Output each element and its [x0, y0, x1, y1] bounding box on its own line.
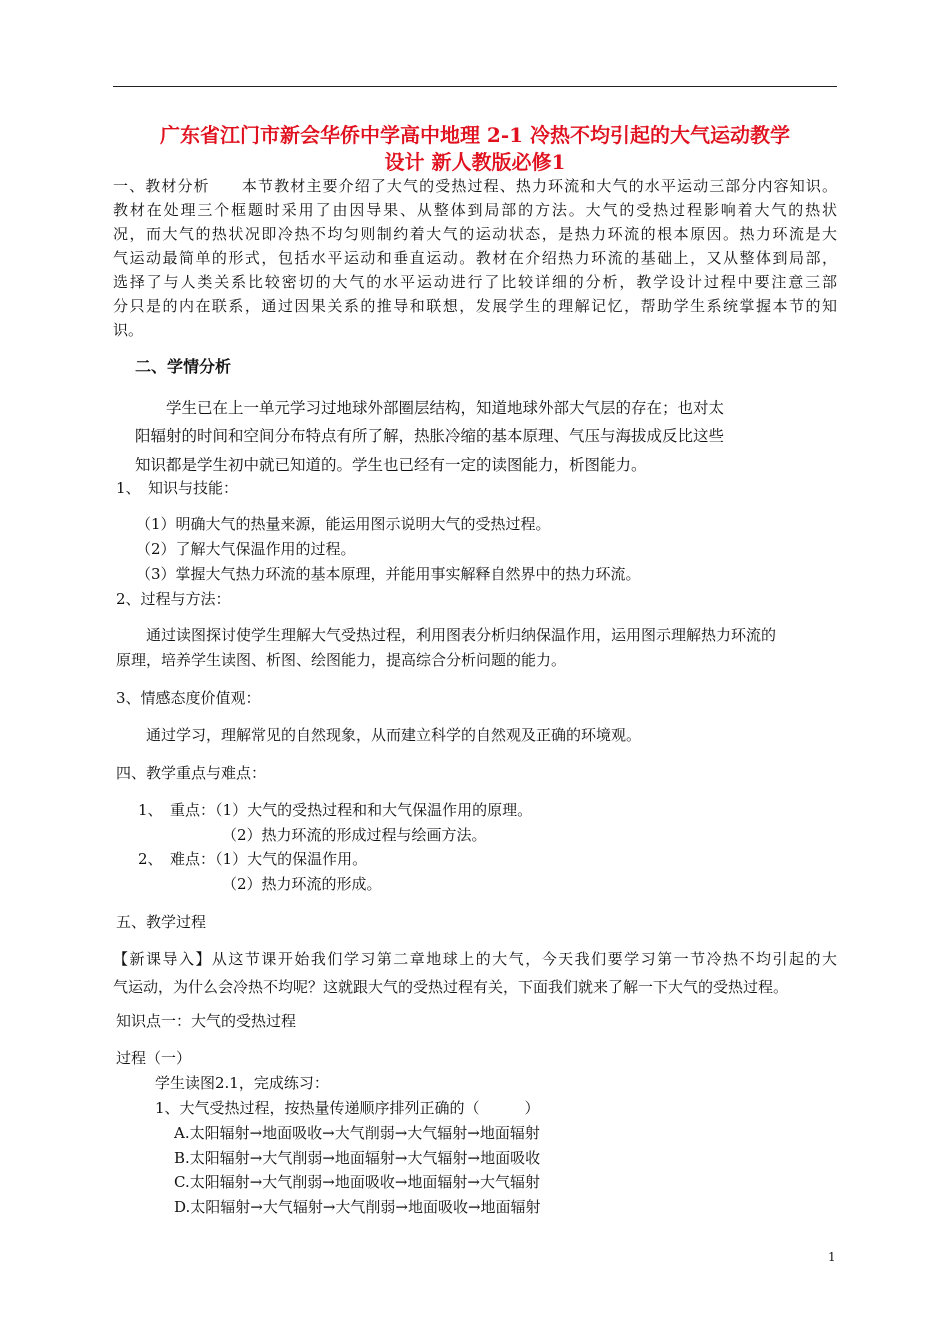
subheading-process-method: 2、过程与方法： [116, 590, 231, 608]
exercise-instruction: 学生读图2.1，完成练习： [155, 1074, 329, 1092]
paragraph-line: 况，而大气的热状况即冷热不均匀则制约着大气的运动状态，是热力环流的根本原因。热力环流是大 [113, 225, 837, 243]
paragraph-line: 通过读图探讨使学生理解大气受热过程，利用图表分析归纳保温作用，运用图示理解热力环流的 [146, 626, 777, 644]
paragraph-line: 知识都是学生初中就已知道的。学生也已经有一定的读图能力，析图能力。 [135, 456, 647, 474]
paragraph-line: 学生已在上一单元学习过地球外部圈层结构，知道地球外部大气层的存在；也对太 [166, 399, 725, 417]
list-item: （2）了解大气保温作用的过程。 [136, 540, 356, 558]
key-point-1: 1、 重点：（1）大气的受热过程和和大气保温作用的原理。 [138, 801, 533, 819]
paragraph-line: 原理，培养学生读图、析图、绘图能力，提高综合分析问题的能力。 [116, 651, 567, 669]
paragraph-line: 气运动最简单的形式，包括水平运动和垂直运动。教材在介绍热力环流的基础上，又从整体到局部， [113, 249, 837, 267]
paragraph-line: 【新课导入】从这节课开始我们学习第二章地球上的大气，今天我们要学习第一节冷热不均引起的大 [113, 950, 837, 968]
list-item: （1）明确大气的热量来源，能运用图示说明大气的受热过程。 [136, 515, 551, 533]
process-heading: 过程（一） [116, 1049, 192, 1067]
paragraph-line: 选择了与人类关系比较密切的大气的水平运动进行了比较详细的分析，教学设计过程中要注意三部 [113, 273, 837, 291]
section-1-paragraph [113, 174, 837, 342]
option-c: C.太阳辐射→大气削弱→地面吸收→地面辐射→大气辐射 [174, 1173, 540, 1191]
knowledge-point-heading: 知识点一：大气的受热过程 [116, 1012, 297, 1030]
page-number: 1 [828, 1250, 836, 1264]
section-2-heading: 二、学情分析 [135, 357, 232, 376]
paragraph-line: 阳辐射的时间和空间分布特点有所了解，热胀冷缩的基本原理、气压与海拔成反比这些 [135, 427, 725, 445]
section-4-heading: 四、教学重点与难点： [116, 764, 267, 782]
list-item: （3）掌握大气热力环流的基本原理，并能用事实解释自然界中的热力环流。 [136, 565, 641, 583]
difficulty-2: （2）热力环流的形成。 [222, 875, 382, 893]
key-point-2: （2）热力环流的形成过程与绘画方法。 [222, 826, 487, 844]
subheading-attitude-values: 3、情感态度价值观： [116, 689, 261, 707]
title-line-1: 广东省江门市新会华侨中学高中地理 2-1 冷热不均引起的大气运动教学 [159, 123, 791, 147]
paragraph-line: 识。 [113, 321, 144, 339]
option-a: A.太阳辐射→地面吸收→大气削弱→大气辐射→地面辐射 [174, 1124, 540, 1142]
section-5-heading: 五、教学过程 [116, 913, 207, 931]
intro-paragraph [113, 945, 837, 1001]
paragraph-line: 分只是的内在联系，通过因果关系的推导和联想，发展学生的理解记忆，帮助学生系统掌握本节的知 [113, 297, 837, 315]
difficulty-1: 2、 难点：（1）大气的保温作用。 [138, 850, 368, 868]
option-d: D.太阳辐射→大气辐射→大气削弱→地面吸收→地面辐射 [174, 1198, 541, 1216]
question: 1、大气受热过程，按热量传递顺序排列正确的（ ） [155, 1099, 540, 1117]
title-line-2: 设计 新人教版必修1 [384, 150, 566, 174]
subheading-knowledge-skills: 1、 知识与技能： [116, 479, 239, 497]
option-b: B.太阳辐射→大气削弱→地面辐射→大气辐射→地面吸收 [174, 1149, 541, 1167]
paragraph-line: 通过学习，理解常见的自然现象，从而建立科学的自然观及正确的环境观。 [146, 726, 642, 744]
paragraph-line: 教材在处理三个框题时采用了由因导果、从整体到局部的方法。大气的受热过程影响着大气的热状 [113, 201, 837, 219]
paragraph-line: 一、教材分析 本节教材主要介绍了大气的受热过程、热力环流和大气的水平运动三部分内容知识。 [113, 177, 837, 195]
paragraph-line: 气运动，为什么会冷热不均呢？这就跟大气的受热过程有关，下面我们就来了解一下大气的受热过程。 [113, 978, 789, 996]
header-rule [113, 86, 837, 87]
document-title [113, 122, 837, 176]
